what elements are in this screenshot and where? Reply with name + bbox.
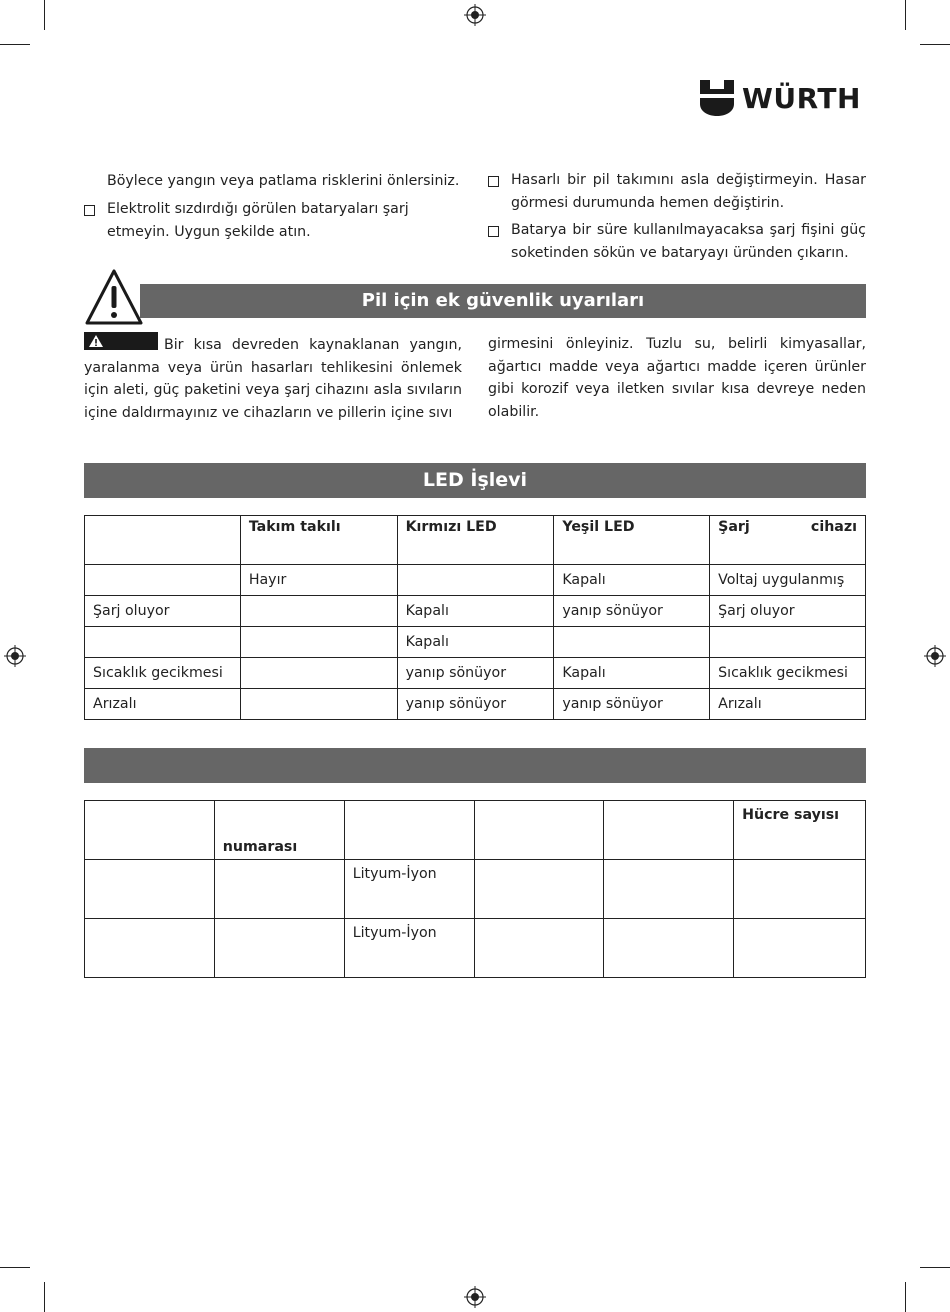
- table-cell: [604, 919, 734, 978]
- table-row: [85, 919, 866, 978]
- crop-mark: [920, 44, 950, 45]
- table-cell: Şarj oluyor: [85, 596, 241, 627]
- table-header-cell: [85, 801, 215, 860]
- section-title-safety: [140, 284, 866, 318]
- checkbox-bullet-icon: [488, 176, 499, 187]
- crop-mark: [905, 1282, 906, 1312]
- table-cell: Hayır: [240, 565, 397, 596]
- crop-mark: [44, 0, 45, 30]
- table-header-text: Şarj cihazı: [718, 519, 857, 535]
- bullet-text: Hasarlı bir pil takımını asla değiştirmeyin. Hasar görmesi durumunda hemen değiştirin.: [511, 172, 866, 211]
- table-header-cell: Hücre sayısı: [734, 801, 866, 860]
- table-header-cell: [344, 801, 474, 860]
- checkbox-bullet-icon: [84, 205, 95, 216]
- table-row: [85, 596, 866, 627]
- table-cell: Kapalı: [554, 658, 710, 689]
- table-header-text: numarası: [222, 839, 298, 855]
- bullet-text: Batarya bir süre kullanılmayacaksa şarj fişini güç soketinden sökün ve bataryayı üründen çıkarın.: [511, 222, 866, 261]
- brand-logo: [700, 78, 870, 118]
- table-cell: Arızalı: [85, 689, 241, 720]
- table-row: [85, 627, 866, 658]
- table-cell: [85, 565, 241, 596]
- safety-text-left-content: Bir kısa devreden kaynaklanan yangın, yaralanma veya ürün hasarları tehlikesini önlemek için aleti, güç paketini veya şarj cihazını asla sıvıların içine daldırmayınız ve cihazların ve pillerin içine sıvı: [84, 337, 462, 421]
- table-cell: Sıcaklık gecikmesi: [710, 658, 866, 689]
- registration-mark-icon: [464, 1286, 486, 1308]
- registration-mark-icon: [4, 645, 26, 667]
- registration-mark-icon: [464, 4, 486, 26]
- section-title-specs: [84, 748, 866, 783]
- section-title-led-text: LED İşlevi: [422, 469, 528, 491]
- table-cell: [240, 627, 397, 658]
- table-row: [85, 860, 866, 919]
- crop-mark: [905, 0, 906, 30]
- paragraph-continuation: Böylece yangın veya patlama risklerini önlersiniz.: [107, 173, 460, 189]
- table-header-row: [85, 801, 866, 860]
- table-cell: [474, 860, 604, 919]
- table-cell: [710, 627, 866, 658]
- table-header-cell: Kırmızı LED: [397, 516, 554, 565]
- crop-mark: [44, 1282, 45, 1312]
- table-header-cell: Takım takılı: [240, 516, 397, 565]
- table-cell: yanıp sönüyor: [397, 658, 554, 689]
- table-cell: [734, 860, 866, 919]
- table-cell: [474, 919, 604, 978]
- checkbox-bullet-icon: [488, 226, 499, 237]
- table-cell: [214, 860, 344, 919]
- table-cell: [240, 596, 397, 627]
- table-cell: Lityum-İyon: [344, 919, 474, 978]
- table-header-cell: [214, 801, 344, 860]
- crop-mark: [0, 44, 30, 45]
- table-cell: Şarj oluyor: [710, 596, 866, 627]
- table-row: [85, 658, 866, 689]
- table-header-cell: [85, 516, 241, 565]
- table-cell: Arızalı: [710, 689, 866, 720]
- table-header-row: [85, 516, 866, 565]
- table-cell: yanıp sönüyor: [397, 689, 554, 720]
- specs-table: [84, 800, 866, 978]
- bullet-text: Elektrolit sızdırdığı görülen bataryaları şarj etmeyin. Uygun şekilde atın.: [107, 201, 409, 240]
- table-row: [85, 689, 866, 720]
- table-cell: Lityum-İyon: [344, 860, 474, 919]
- table-cell: [734, 919, 866, 978]
- table-cell: Kapalı: [554, 565, 710, 596]
- table-cell: Kapalı: [397, 627, 554, 658]
- table-row: [85, 565, 866, 596]
- table-header-cell: [710, 516, 866, 565]
- crop-mark: [920, 1267, 950, 1268]
- safety-text-right: girmesini önleyiniz. Tuzlu su, belirli kimyasallar, ağartıcı madde veya ağartıcı madde içeren ürünler gibi korozif veya iletken sıvılar kısa devreye neden olabilir.: [488, 336, 866, 420]
- table-cell: yanıp sönüyor: [554, 596, 710, 627]
- table-cell: [214, 919, 344, 978]
- table-header-cell: [604, 801, 734, 860]
- table-cell: Sıcaklık gecikmesi: [85, 658, 241, 689]
- table-cell: [604, 860, 734, 919]
- table-header-cell: [474, 801, 604, 860]
- table-cell: [554, 627, 710, 658]
- table-cell: [85, 627, 241, 658]
- table-cell: Voltaj uygulanmış: [710, 565, 866, 596]
- table-cell: [240, 689, 397, 720]
- table-cell: yanıp sönüyor: [554, 689, 710, 720]
- led-table: [84, 515, 866, 720]
- table-cell: [85, 860, 215, 919]
- registration-mark-icon: [924, 645, 946, 667]
- table-cell: [85, 919, 215, 978]
- section-title-led: [84, 463, 866, 498]
- table-cell: [397, 565, 554, 596]
- crop-mark: [0, 1267, 30, 1268]
- table-cell: Kapalı: [397, 596, 554, 627]
- brand-name: WÜRTH: [742, 82, 861, 115]
- section-title-safety-text: Pil için ek güvenlik uyarıları: [361, 290, 645, 311]
- table-cell: [240, 658, 397, 689]
- table-header-cell: Yeşil LED: [554, 516, 710, 565]
- safety-text-left: [84, 334, 462, 424]
- warning-triangle-icon: [84, 268, 144, 326]
- wurth-logo-icon: [700, 80, 734, 116]
